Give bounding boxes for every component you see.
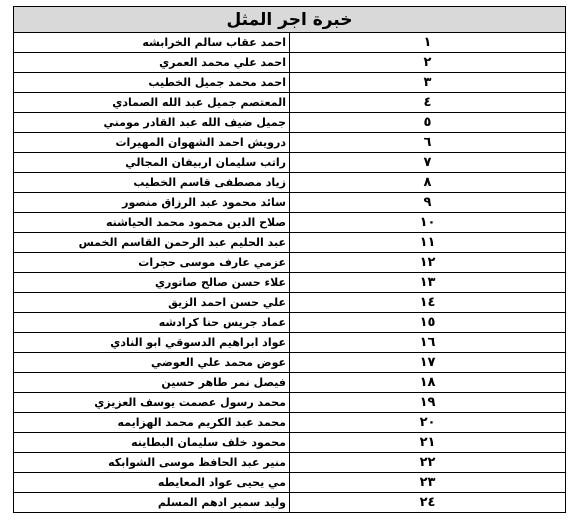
- row-number: ٩: [290, 193, 566, 213]
- row-name: عبد الحليم عبد الرحمن القاسم الخمس: [14, 233, 290, 253]
- row-name: مي يحيى عواد المعايطه: [14, 473, 290, 493]
- table-row: [14, 433, 566, 453]
- row-number: ٧: [290, 153, 566, 173]
- row-name: سائد محمود عبد الرزاق منصور: [14, 193, 290, 213]
- table-row: [14, 493, 566, 513]
- table-row: [14, 33, 566, 53]
- row-number: ١١: [290, 233, 566, 253]
- row-number: ١٦: [290, 333, 566, 353]
- table-row: [14, 213, 566, 233]
- row-number: ١٩: [290, 393, 566, 413]
- table-row: [14, 313, 566, 333]
- row-name: درويش احمد الشهوان المهيرات: [14, 133, 290, 153]
- row-number: ٦: [290, 133, 566, 153]
- row-name: احمد محمد جميل الخطيب: [14, 73, 290, 93]
- row-name: احمد عقاب سالم الخرابشه: [14, 33, 290, 53]
- row-number: ١٨: [290, 373, 566, 393]
- row-name: وليد سمير ادهم المسلم: [14, 493, 290, 513]
- table-body: [14, 33, 566, 513]
- names-table: [13, 6, 566, 513]
- row-name: زياد مصطفى قاسم الخطيب: [14, 173, 290, 193]
- row-number: ٢: [290, 53, 566, 73]
- table-row: [14, 133, 566, 153]
- table-row: [14, 73, 566, 93]
- row-name: عوض محمد علي العوضي: [14, 353, 290, 373]
- table-row: [14, 113, 566, 133]
- row-number: ٣: [290, 73, 566, 93]
- table-row: [14, 53, 566, 73]
- row-name: راتب سليمان اربيفان المجالي: [14, 153, 290, 173]
- row-number: ١٠: [290, 213, 566, 233]
- row-name: عواد ابراهيم الدسوقي ابو النادي: [14, 333, 290, 353]
- row-number: ٢٣: [290, 473, 566, 493]
- table-row: [14, 393, 566, 413]
- row-name: احمد علي محمد العمري: [14, 53, 290, 73]
- row-number: ٢١: [290, 433, 566, 453]
- table-row: [14, 253, 566, 273]
- document-sheet: [13, 6, 566, 513]
- row-number: ٢٠: [290, 413, 566, 433]
- row-name: عزمي عارف موسى حجرات: [14, 253, 290, 273]
- row-name: علي حسن احمد الزيق: [14, 293, 290, 313]
- table-row: [14, 413, 566, 433]
- row-number: ١٢: [290, 253, 566, 273]
- table-row: [14, 333, 566, 353]
- table-row: [14, 273, 566, 293]
- row-name: المعتصم جميل عبد الله الصمادي: [14, 93, 290, 113]
- table-row: [14, 173, 566, 193]
- table-row: [14, 373, 566, 393]
- table-row: [14, 193, 566, 213]
- table-row: [14, 233, 566, 253]
- table-row: [14, 293, 566, 313]
- row-number: ١٥: [290, 313, 566, 333]
- table-row: [14, 153, 566, 173]
- row-name: محمود خلف سليمان البطاينه: [14, 433, 290, 453]
- row-name: علاء حسن صالح صاتوري: [14, 273, 290, 293]
- row-number: ٥: [290, 113, 566, 133]
- row-number: ١٤: [290, 293, 566, 313]
- row-number: ١: [290, 33, 566, 53]
- row-name: محمد عبد الكريم محمد الهزايمه: [14, 413, 290, 433]
- row-name: فيصل نمر طاهر حسين: [14, 373, 290, 393]
- row-name: منير عبد الحافظ موسى الشوابكه: [14, 453, 290, 473]
- table-title: خبرة اجر المثل: [14, 7, 566, 33]
- row-name: صلاح الدين محمود محمد الحياشنه: [14, 213, 290, 233]
- row-name: عماد جريس حنا كرادشه: [14, 313, 290, 333]
- table-row: [14, 93, 566, 113]
- row-number: ١٧: [290, 353, 566, 373]
- row-name: محمد رسول عصمت يوسف العزيزي: [14, 393, 290, 413]
- table-row: [14, 473, 566, 493]
- row-number: ٢٢: [290, 453, 566, 473]
- row-number: ٢٤: [290, 493, 566, 513]
- row-number: ٤: [290, 93, 566, 113]
- row-name: جميل ضيف الله عبد القادر مومني: [14, 113, 290, 133]
- table-row: [14, 353, 566, 373]
- row-number: ٨: [290, 173, 566, 193]
- table-row: [14, 453, 566, 473]
- row-number: ١٣: [290, 273, 566, 293]
